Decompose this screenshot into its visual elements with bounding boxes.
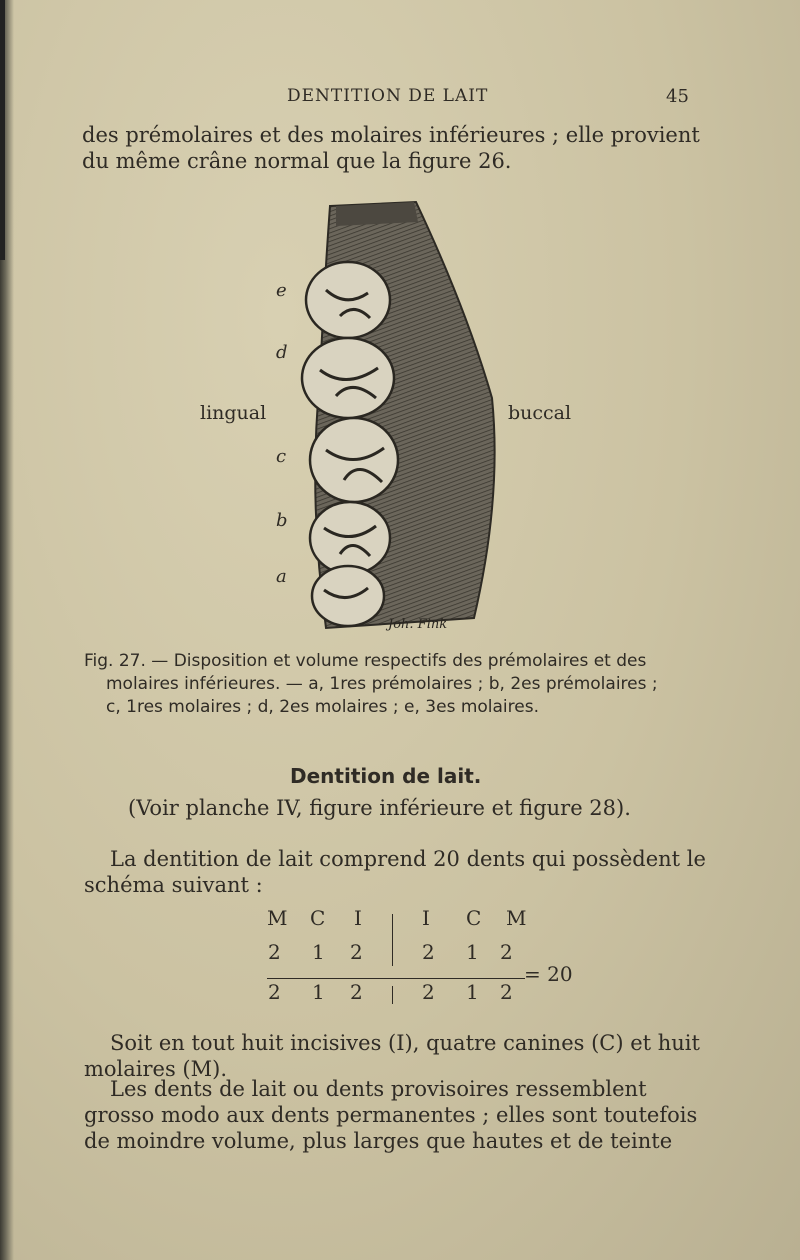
page-number: 45 xyxy=(666,86,689,107)
formula-header-c: C xyxy=(310,906,326,930)
formula-upper-r3: 2 xyxy=(500,940,513,964)
figure-27-illustration xyxy=(296,198,502,636)
formula-lower-l2: 1 xyxy=(312,980,325,1004)
formula-lower-r1: 2 xyxy=(422,980,435,1004)
buccal-label: buccal xyxy=(508,402,572,424)
body-paragraph-3 xyxy=(84,1076,698,1153)
book-spine-edge xyxy=(0,0,5,260)
formula-header-i: I xyxy=(354,906,362,930)
figure-caption xyxy=(84,650,704,719)
body-p2-line-2: molaires (M). xyxy=(84,1057,227,1081)
formula-lower-r2: 1 xyxy=(466,980,479,1004)
body-p1-line-1: La dentition de lait comprend 20 dents qui possèdent le xyxy=(110,847,706,871)
body-p1-line-2: schéma suivant : xyxy=(84,873,263,897)
letter-a: a xyxy=(276,566,287,587)
engraver-signature: Joh. Fink xyxy=(388,617,448,632)
formula-lower-l3: 2 xyxy=(350,980,363,1004)
root-strip xyxy=(336,202,418,226)
formula-upper-l3: 2 xyxy=(350,940,363,964)
caption-line-3: c, 1res molaires ; d, 2es molaires ; e, 3es molaires. xyxy=(106,697,539,717)
jaw-engraving xyxy=(296,198,502,636)
formula-upper-l1: 2 xyxy=(268,940,281,964)
formula-upper-r1: 2 xyxy=(422,940,435,964)
dental-formula xyxy=(262,906,592,1006)
page-header xyxy=(0,86,800,110)
body-p3-line-2: grosso modo aux dents permanentes ; elles sont toutefois xyxy=(84,1103,698,1127)
letter-b: b xyxy=(276,510,288,531)
formula-lower-r3: 2 xyxy=(500,980,513,1004)
body-paragraph-1 xyxy=(84,846,706,897)
letter-d: d xyxy=(276,342,288,363)
formula-total: = 20 xyxy=(524,962,573,986)
formula-upper-r2: 1 xyxy=(466,940,479,964)
formula-header-m: M xyxy=(267,906,288,930)
formula-header-m-right: M xyxy=(506,906,527,930)
lingual-label: lingual xyxy=(200,402,267,424)
section-title: Dentition de lait. xyxy=(290,764,482,788)
intro-paragraph xyxy=(82,122,700,174)
letter-c: c xyxy=(276,446,287,467)
running-title: DENTITION DE LAIT xyxy=(287,86,489,106)
formula-divider-lower xyxy=(392,986,393,1004)
intro-line-2: du même crâne normal que la figure 26. xyxy=(82,149,512,173)
intro-line-1: des prémolaires et des molaires inférieures ; elle provient xyxy=(82,123,700,147)
letter-e: e xyxy=(276,280,287,301)
caption-line-1: Fig. 27. — Disposition et volume respectifs des prémolaires et des xyxy=(84,651,647,671)
body-p2-line-1: Soit en tout huit incisives (I), quatre canines (C) et huit xyxy=(110,1031,700,1055)
formula-upper-l2: 1 xyxy=(312,940,325,964)
formula-fraction-line xyxy=(267,978,525,979)
section-subtitle: (Voir planche IV, figure inférieure et figure 28). xyxy=(128,796,631,820)
formula-divider-upper xyxy=(392,914,393,966)
caption-line-2: molaires inférieures. — a, 1res prémolaires ; b, 2es prémolaires ; xyxy=(106,674,658,694)
body-p3-line-3: de moindre volume, plus larges que hautes et de teinte xyxy=(84,1129,673,1153)
formula-header-c-right: C xyxy=(466,906,482,930)
formula-header-i-right: I xyxy=(422,906,430,930)
body-p3-line-1: Les dents de lait ou dents provisoires ressemblent xyxy=(110,1077,647,1101)
body-paragraph-2 xyxy=(84,1030,700,1081)
formula-lower-l1: 2 xyxy=(268,980,281,1004)
